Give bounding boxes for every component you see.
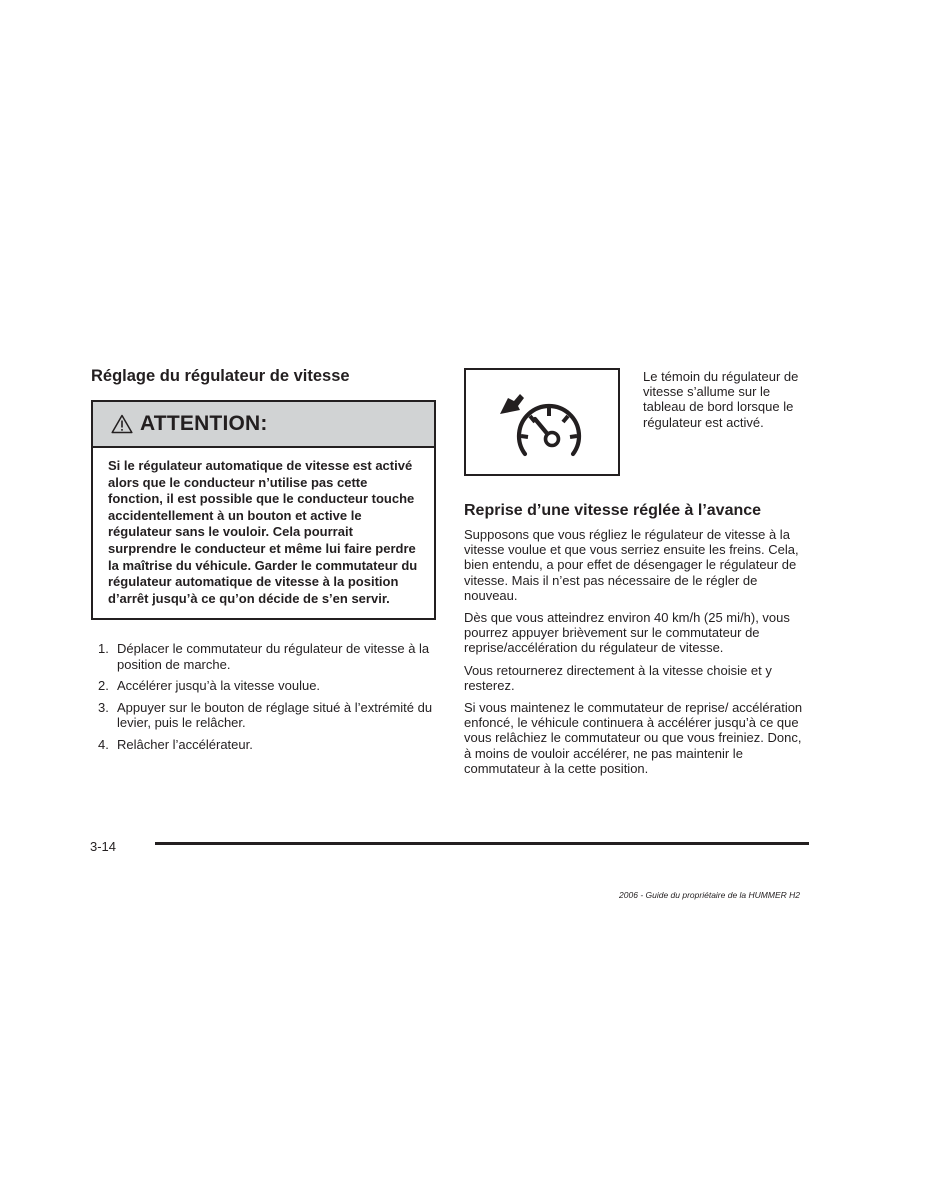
indicator-caption: Le témoin du régulateur de vitesse s’allume sur le tableau de bord lorsque le régulateur est activé. (643, 369, 799, 430)
footer-note: 2006 - Guide du propriétaire de la HUMMER H2 (619, 890, 800, 900)
step-number: 3. (98, 699, 109, 715)
cruise-control-speedometer-icon (494, 386, 594, 460)
attention-header (93, 402, 434, 448)
step-number: 1. (98, 641, 109, 657)
footer-divider (155, 842, 809, 845)
step-text: Déplacer le commutateur du régulateur de vitesse à la position de marche. (117, 641, 430, 672)
step-text: Accélérer jusqu’à la vitesse voulue. (117, 678, 321, 694)
body-text (464, 527, 810, 783)
paragraph: Dès que vous atteindrez environ 40 km/h (25 mi/h), vous pourrez appuyer brièvement sur le commutateur de reprise/accélération du régulateur de vitesse. (464, 610, 790, 656)
attention-body: Si le régulateur automatique de vitesse est activé alors que le conducteur n’utilise pas cette fonction, il est possible que le conducteur touche accidentellement à un bouton et active le régulateur sans le vouloir. Cela pourrait surprendre le conducteur et même lui faire perdre la maîtrise du véhicule. Garder le commutateur du régulateur automatique de vitesse à la position d’arrêt jusqu’à ce qu’on décide de s’en servir. (108, 458, 418, 606)
list-item (91, 641, 436, 672)
list-item (91, 700, 436, 731)
list-item (91, 737, 436, 753)
attention-box (91, 400, 436, 620)
steps-list (91, 641, 436, 752)
warning-triangle-icon (111, 414, 133, 434)
section-heading: Reprise d’une vitesse réglée à l’avance (464, 502, 762, 519)
step-text: Appuyer sur le bouton de réglage situé à l’extrémité du levier, puis le relâcher. (117, 699, 433, 731)
paragraph: Vous retournerez directement à la vitesse choisie et y resterez. (464, 662, 772, 693)
paragraph: Si vous maintenez le commutateur de reprise/ accélération enfoncé, le véhicule continuera à accélérer jusqu’à ce que vous relâchiez le commutateur ou que vous freiniez. Donc, à moins de vouloir accélérer, ne pas maintenir le commutateur à la cette position. (464, 700, 803, 776)
section-heading: Réglage du régulateur de vitesse (91, 367, 350, 385)
indicator-icon-box (464, 368, 620, 476)
list-item (91, 678, 436, 694)
step-text: Relâcher l’accélérateur. (117, 736, 253, 752)
paragraph: Supposons que vous régliez le régulateur de vitesse à la vitesse voulue et que vous serriez ensuite les freins. Cela, bien entendu, a pour effet de désengager le régulateur de vitesse. Mais il n’est pas nécessaire de le régler de nouveau. (464, 527, 799, 603)
page-number: 3-14 (90, 839, 117, 854)
step-number: 4. (98, 736, 109, 752)
attention-title: ATTENTION: (140, 412, 268, 435)
left-column (91, 366, 436, 758)
step-number: 2. (98, 678, 109, 694)
